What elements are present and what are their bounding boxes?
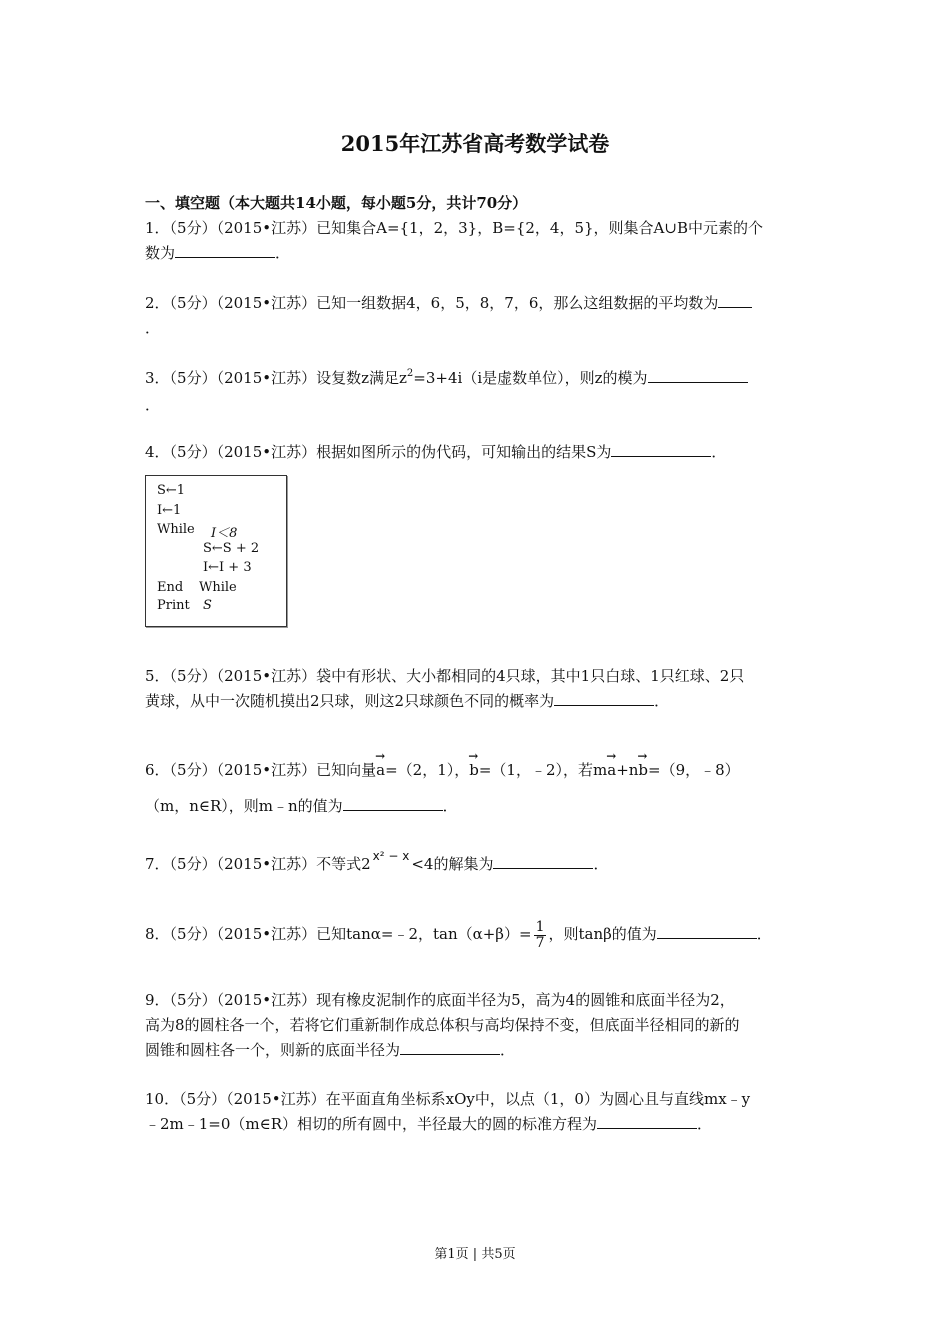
question-1-text-2: 数为 [145, 244, 176, 262]
fraction-denominator: 7 [535, 934, 545, 951]
section-heading: 一、填空题（本大题共14小题，每小题5分，共计70分） [145, 194, 528, 212]
answer-blank [493, 852, 593, 869]
question-6-text-5: =（9，﹣8） [648, 761, 740, 779]
question-6-text-6: （m，n∈R），则m﹣n的值为 [145, 797, 343, 815]
exponent: x² − x [372, 849, 410, 863]
vector-b: → b [638, 752, 648, 788]
page-footer: 第1页 | 共5页 [434, 1247, 516, 1262]
code-line: I＜8 [211, 526, 238, 541]
code-keyword: End [157, 580, 184, 595]
answer-blank [718, 291, 752, 308]
question-9-text: 9．（5分）（2015•江苏）现有橡皮泥制作的底面半径为5，高为4的圆锥和底面半径为2， [145, 991, 735, 1009]
question-5 [145, 664, 807, 714]
question-8 [145, 916, 807, 952]
vector-b: → b [469, 752, 479, 788]
question-3-text: 3．（5分）（2015•江苏）设复数z满足z [145, 369, 407, 387]
question-4-end: ． [711, 443, 727, 461]
question-10-end: ． [697, 1115, 713, 1133]
answer-blank [400, 1038, 500, 1055]
question-9-text-3: 圆锥和圆柱各一个，则新的底面半径为 [145, 1041, 401, 1059]
code-line: S←S + 2 [203, 541, 260, 556]
question-5-end: ． [654, 692, 670, 710]
page-title: 2015年江苏省高考数学试卷 [340, 131, 610, 156]
question-7-end: ． [593, 855, 609, 873]
question-10-text-2: ﹣2m﹣1=0（m∈R）相切的所有圆中，半径最大的圆的标准方程为 [145, 1115, 598, 1133]
fraction [534, 920, 547, 951]
answer-blank [611, 440, 711, 457]
question-6 [145, 752, 807, 824]
code-line: S←1 [157, 483, 186, 498]
question-5-text: 5．（5分）（2015•江苏）袋中有形状、大小都相同的4只球，其中1只白球、1只红球、2只 [145, 667, 745, 685]
question-7-text-2: <4的解集为 [411, 855, 494, 873]
pseudocode-box [145, 475, 287, 627]
question-1-end: ． [275, 244, 291, 262]
vector-a: → a [376, 752, 385, 788]
superscript: 2 [406, 368, 414, 379]
question-9-text-2: 高为8的圆柱各一个，若将它们重新制作成总体积与高均保持不变，但底面半径相同的新的 [145, 1016, 740, 1034]
question-8-end: ． [756, 925, 772, 943]
question-9-end: ． [500, 1041, 516, 1059]
question-7 [145, 849, 807, 878]
question-7-text: 7．（5分）（2015•江苏）不等式2 [145, 855, 371, 873]
question-3-end: ． [145, 396, 161, 414]
question-4-text: 4．（5分）（2015•江苏）根据如图所示的伪代码，可知输出的结果S为 [145, 443, 612, 461]
code-keyword: While [199, 580, 237, 595]
code-keyword: Print [157, 598, 190, 613]
question-2 [145, 291, 807, 341]
question-6-text-4: +n [616, 761, 639, 779]
question-2-text: 2．（5分）（2015•江苏）已知一组数据4，6，5，8，7，6，那么这组数据的平均数为 [145, 294, 719, 312]
question-3-text-2: =3+4i（i是虚数单位），则z的模为 [413, 369, 648, 387]
question-1-text: 1．（5分）（2015•江苏）已知集合A={1，2，3}，B={2，4，5}，则集合A∪B中元素的个 [145, 219, 763, 237]
code-line: I←1 [157, 503, 182, 518]
question-9 [145, 988, 807, 1063]
question-4 [145, 440, 807, 465]
question-8-text-2: ，则tanβ的值为 [548, 925, 657, 943]
code-keyword: While [157, 522, 195, 537]
question-2-end: ． [145, 319, 161, 337]
answer-blank [175, 241, 275, 258]
code-line: S [203, 598, 212, 613]
question-10-text: 10．（5分）（2015•江苏）在平面直角坐标系xOy中，以点（1，0）为圆心且与直线mx﹣y [145, 1090, 751, 1108]
question-6-text-3: =（1，﹣2），若m [478, 761, 608, 779]
question-5-text-2: 黄球，从中一次随机摸出2只球，则这2只球颜色不同的概率为 [145, 692, 555, 710]
fraction-numerator: 1 [535, 918, 545, 935]
question-6-end: ． [442, 797, 458, 815]
question-8-text: 8．（5分）（2015•江苏）已知tanα=﹣2，tan（α+β）= [145, 925, 532, 943]
vector-a: → a [607, 752, 616, 788]
question-1 [145, 216, 807, 266]
answer-blank [597, 1112, 697, 1129]
answer-blank [648, 366, 748, 383]
answer-blank [657, 922, 757, 939]
question-6-text-2: =（2，1）， [385, 761, 470, 779]
question-10 [145, 1087, 807, 1137]
question-3 [145, 366, 807, 418]
question-6-text: 6．（5分）（2015•江苏）已知向量 [145, 761, 377, 779]
code-line: I←I + 3 [203, 560, 252, 575]
answer-blank [343, 794, 443, 811]
answer-blank [554, 689, 654, 706]
